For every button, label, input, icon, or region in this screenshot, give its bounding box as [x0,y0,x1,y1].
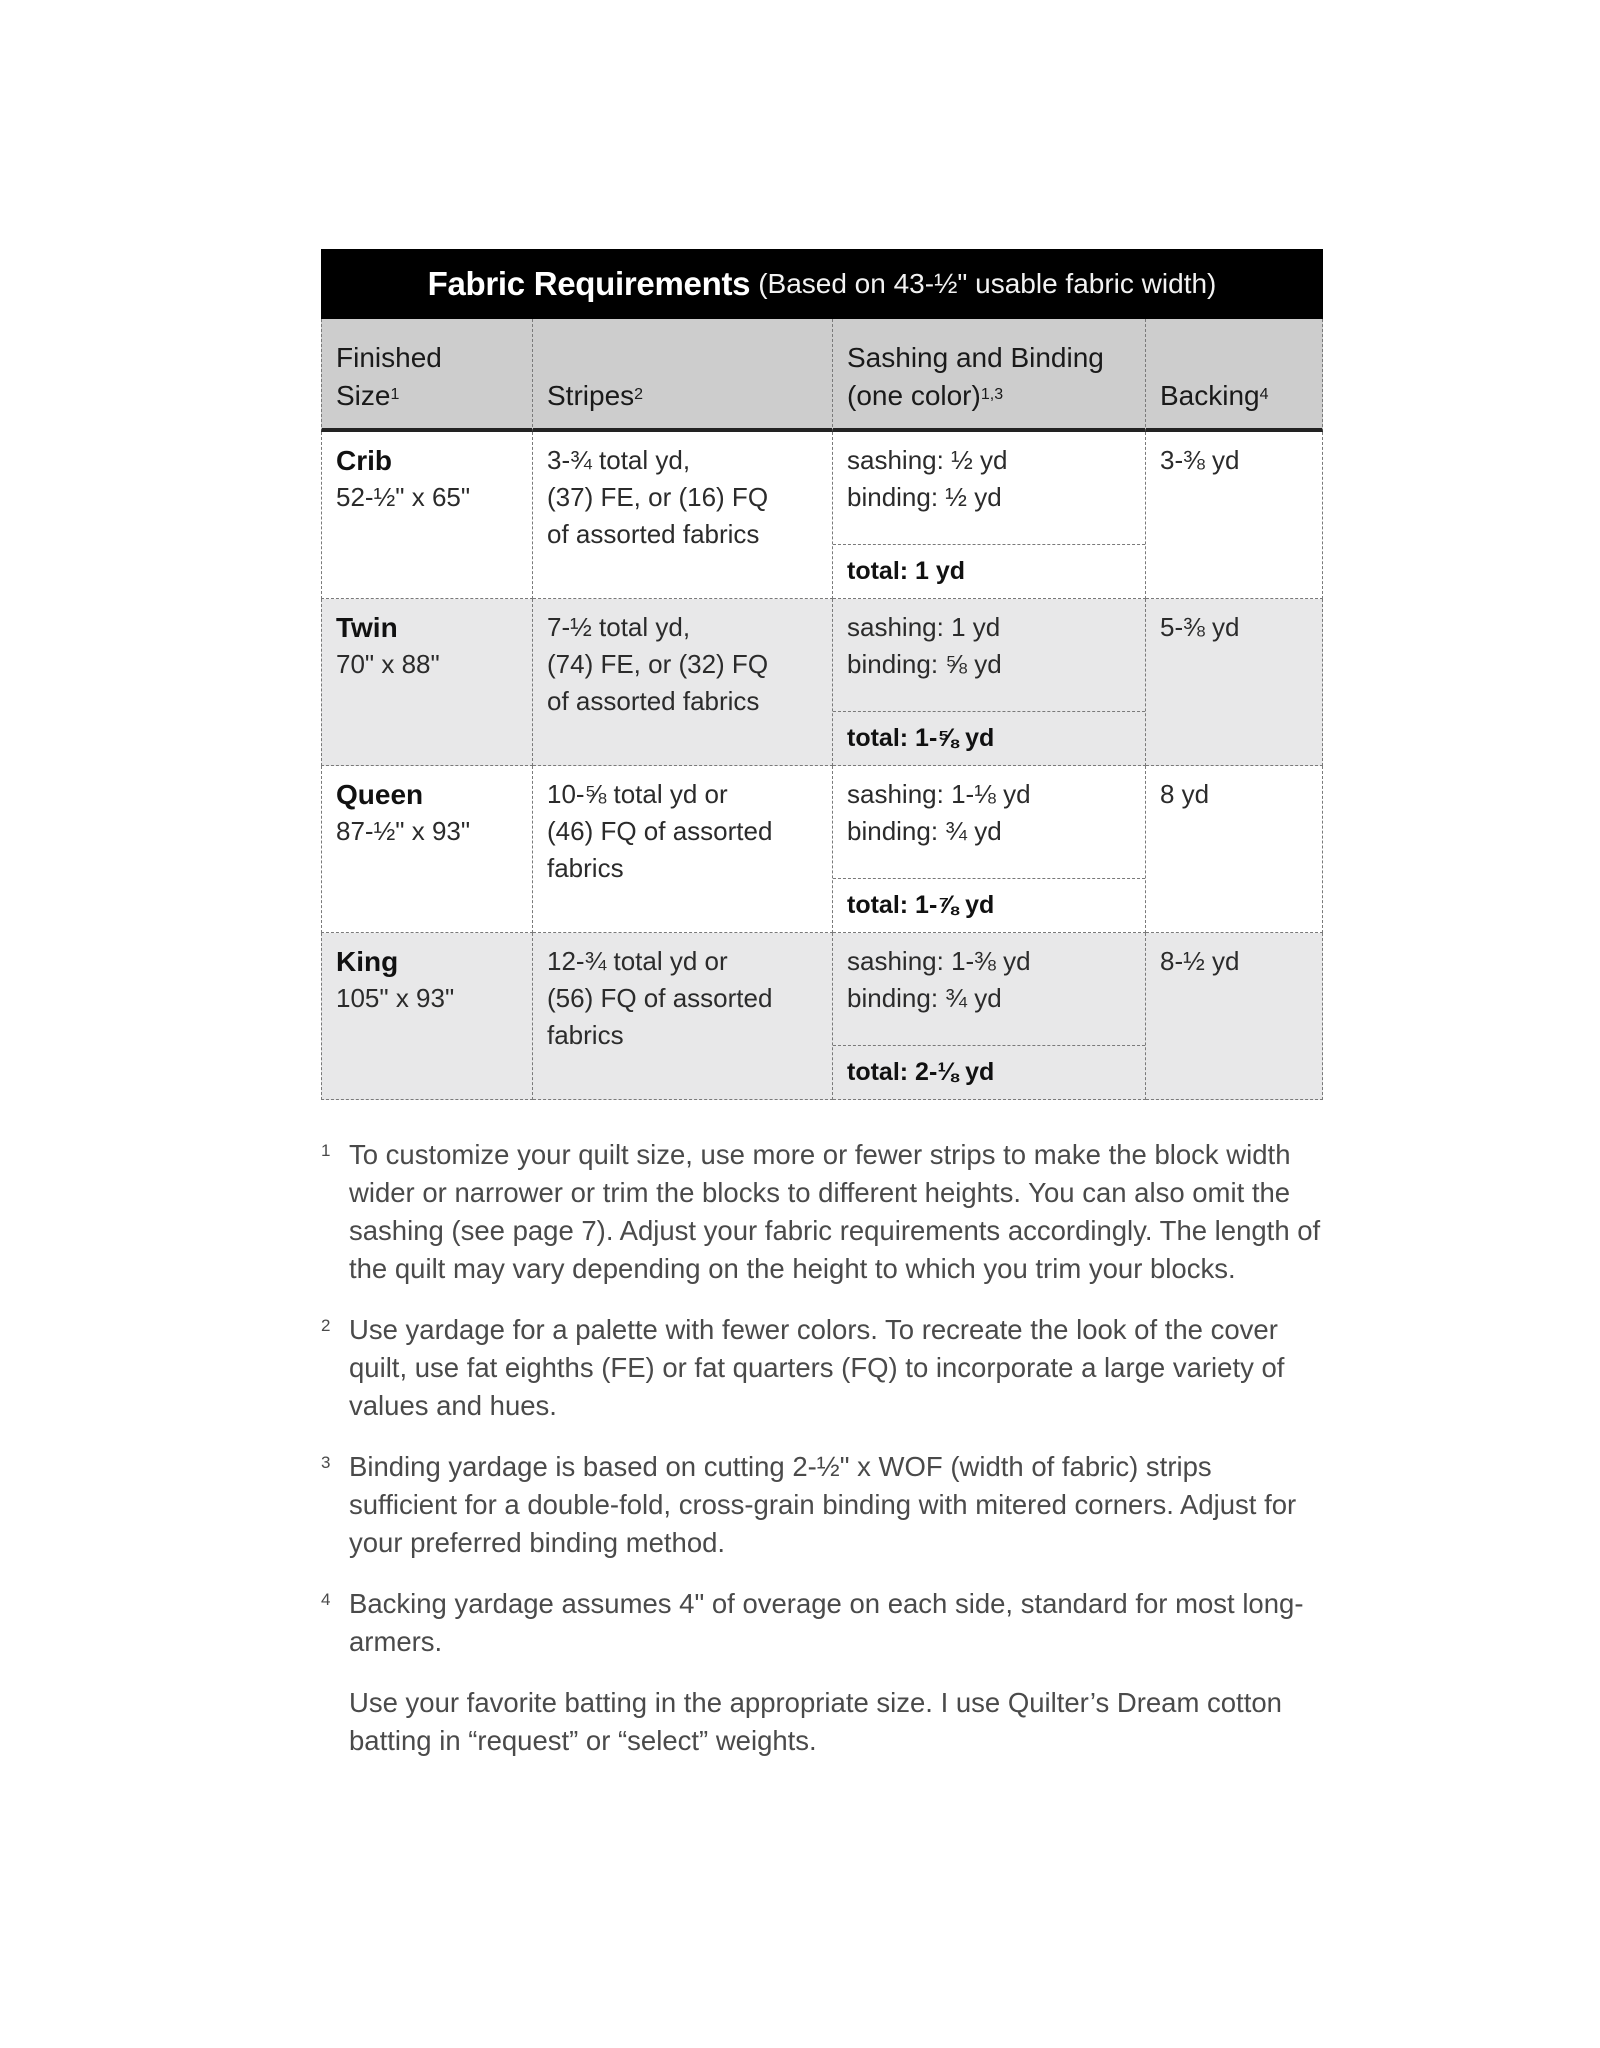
header-sashing-binding [833,319,1146,432]
header-finished-size [321,319,533,432]
header-line2: Stripes [547,380,635,411]
binding-amount: binding: ¾ yd [847,816,1002,846]
sashing-binding-detail [833,432,1145,545]
sashing-binding-total: total: 1-⅝ yd [847,724,995,752]
size-dimensions: 87-½" x 93" [336,816,471,846]
binding-amount: binding: ⅝ yd [847,649,1002,679]
stripes-line: fabrics [547,1020,624,1050]
header-line1: Finished [336,342,442,373]
footnote-ref: 1 [390,386,400,403]
sashing-binding-detail [833,933,1145,1046]
cell-stripes [533,933,833,1100]
sashing-binding-detail [833,599,1145,712]
stripes-line: of assorted fabrics [547,686,760,716]
binding-amount: binding: ½ yd [847,482,1002,512]
size-dimensions: 52-½" x 65" [336,482,471,512]
cell-backing: 8-½ yd [1146,933,1323,1100]
header-line2: Backing [1160,380,1260,411]
footnote-text: To customize your quilt size, use more or fewer strips to make the block width wider or narrower or trim the blocks to different heights. You can also omit the sashing (see page 7). Adjust your fabric requirements accordingly. The length of the quilt may vary depending on the height to which you trim your blocks. [349,1139,1321,1284]
table-title [321,249,1323,319]
cell-backing: 5-⅜ yd [1146,599,1323,766]
size-name: Crib [336,445,392,476]
cell-stripes [533,766,833,933]
header-stripes [533,319,833,432]
cell-finished-size [321,766,533,933]
footnote-ref: 2 [634,386,644,403]
sashing-amount: sashing: 1-⅜ yd [847,946,1031,976]
sashing-binding-total: total: 1-⅞ yd [847,891,995,919]
cell-finished-size [321,432,533,599]
footnote [321,1448,1321,1562]
batting-note: Use your favorite batting in the appropriate size. I use Quilter’s Dream cotton batting in “request” or “select” weights. [349,1687,1282,1756]
stripes-line: of assorted fabrics [547,519,760,549]
size-name: Twin [336,612,398,643]
sashing-amount: sashing: 1 yd [847,612,1001,642]
cell-stripes [533,432,833,599]
cell-finished-size [321,933,533,1100]
footnote-number: 2 [321,1316,331,1335]
cell-sashing-binding [833,933,1146,1100]
binding-amount: binding: ¾ yd [847,983,1002,1013]
footnote [321,1585,1321,1661]
footnote-ref: 4 [1259,386,1269,403]
cell-backing: 8 yd [1146,766,1323,933]
footnote [321,1311,1321,1425]
footnote-number: 3 [321,1453,331,1472]
footnotes [321,1136,1321,1783]
cell-sashing-binding [833,432,1146,599]
stripes-line: 10-⅝ total yd or [547,779,728,809]
header-backing [1146,319,1323,432]
size-dimensions: 70" x 88" [336,649,440,679]
cell-sashing-binding [833,766,1146,933]
header-line2: (one color) [847,380,981,411]
footnote [321,1136,1321,1288]
stripes-line: fabrics [547,853,624,883]
size-name: Queen [336,779,424,810]
table-row [321,766,1323,933]
cell-finished-size [321,599,533,766]
sashing-binding-total: total: 2-⅛ yd [847,1058,995,1086]
sashing-binding-detail [833,766,1145,879]
sashing-binding-total: total: 1 yd [847,557,966,585]
sashing-amount: sashing: ½ yd [847,445,1008,475]
stripes-line: (46) FQ of assorted [547,816,773,846]
header-line1: Sashing and Binding [847,342,1104,373]
table-row [321,599,1323,766]
footnote-ref: 1,3 [980,386,1004,403]
table-row [321,933,1323,1100]
stripes-line: (56) FQ of assorted [547,983,773,1013]
footnote-number: 4 [321,1590,331,1609]
size-name: King [336,946,399,977]
table-body [321,432,1323,1100]
stripes-line: 12-¾ total yd or [547,946,728,976]
table-row [321,432,1323,599]
sashing-amount: sashing: 1-⅛ yd [847,779,1031,809]
footnote-list [321,1136,1321,1661]
cell-stripes [533,599,833,766]
table-title-note: (Based on 43-½" usable fabric width) [758,268,1217,299]
header-line2: Size [336,380,391,411]
fabric-requirements-table [321,249,1323,1100]
footnote-text: Backing yardage assumes 4" of overage on each side, standard for most long-armers. [349,1588,1304,1657]
cell-sashing-binding [833,599,1146,766]
table-header-row [321,319,1323,432]
footnote-number: 1 [321,1141,331,1160]
stripes-line: (37) FE, or (16) FQ [547,482,769,512]
stripes-line: 3-¾ total yd, [547,445,691,475]
stripes-line: (74) FE, or (32) FQ [547,649,769,679]
footnote-text: Use yardage for a palette with fewer colors. To recreate the look of the cover quilt, use fat eighths (FE) or fat quarters (FQ) to incorporate a large variety of values and hues. [349,1314,1285,1421]
size-dimensions: 105" x 93" [336,983,455,1013]
stripes-line: 7-½ total yd, [547,612,691,642]
cell-backing: 3-⅜ yd [1146,432,1323,599]
table-title-bold: Fabric Requirements [427,265,751,302]
footnote-text: Binding yardage is based on cutting 2-½" x WOF (width of fabric) strips sufficient for a double-fold, cross-grain binding with mitered corners. Adjust for your preferred binding method. [349,1451,1297,1558]
